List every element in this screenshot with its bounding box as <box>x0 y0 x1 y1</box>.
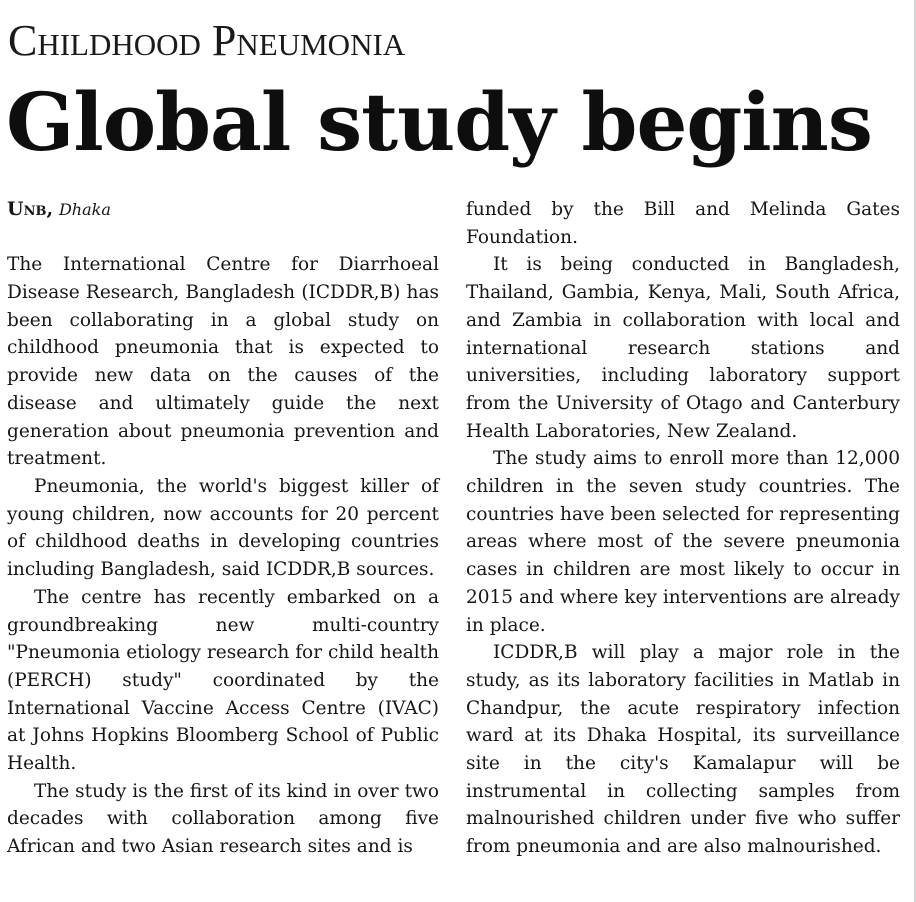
paragraph-continued: funded by the Bill and Melinda Gates Foundation. <box>466 199 900 248</box>
paragraph: ICDDR,B will play a major role in the study, as its laboratory facilities in Matlab in Chandpur, the acute respiratory infection ward at its Dhaka Hospital, its surveillance site in the city's Kamalapur will be instrumental in collecting samples from malnourished children under five who suffer from pneumonia and are also malnourished. <box>466 642 900 858</box>
kicker: Childhood Pneumonia <box>8 16 406 65</box>
paragraph: The centre has recently embarked on a groundbreaking new multi-country "Pneumonia etiology research for child health (PERCH) study" coordinated by the International Vaccine Access Centre (IVAC) at Johns Hopkins Bloomberg School of Public Health. <box>7 586 439 775</box>
paragraph: It is being conducted in Bangladesh, Thailand, Gambia, Kenya, Mali, South Africa, and Zambia in collaboration with local and international research stations and universities, including laboratory support from the University of Otago and Canterbury Health Laboratories, New Zealand. <box>466 254 900 442</box>
byline <box>7 196 439 224</box>
column-left <box>7 196 439 861</box>
paragraph: Pneumonia, the world's biggest killer of young children, now accounts for 20 percent of childhood deaths in developing countries including Bangladesh, said ICDDR,B sources. <box>7 476 439 581</box>
headline: Global study begins <box>6 75 872 169</box>
byline-place: Dhaka <box>58 200 111 219</box>
paragraph: The International Centre for Diarrhoeal Disease Research, Bangladesh (ICDDR,B) has been collaborating in a global study on childhood pneumonia that is expected to provide new data on the causes of the disease and ultimately guide the next generation about pneumonia prevention and treatment. <box>7 254 439 470</box>
byline-agency: Unb, <box>7 198 54 220</box>
paragraph: The study aims to enroll more than 12,000 children in the seven study countries. The countries have been selected for representing areas where most of the severe pneumonia cases in children are most likely to occur in 2015 and where key interventions are already in place. <box>466 448 900 636</box>
paragraph: The study is the first of its kind in over two decades with collaboration among five African and two Asian research sites and is <box>7 780 439 858</box>
column-right <box>466 196 900 861</box>
